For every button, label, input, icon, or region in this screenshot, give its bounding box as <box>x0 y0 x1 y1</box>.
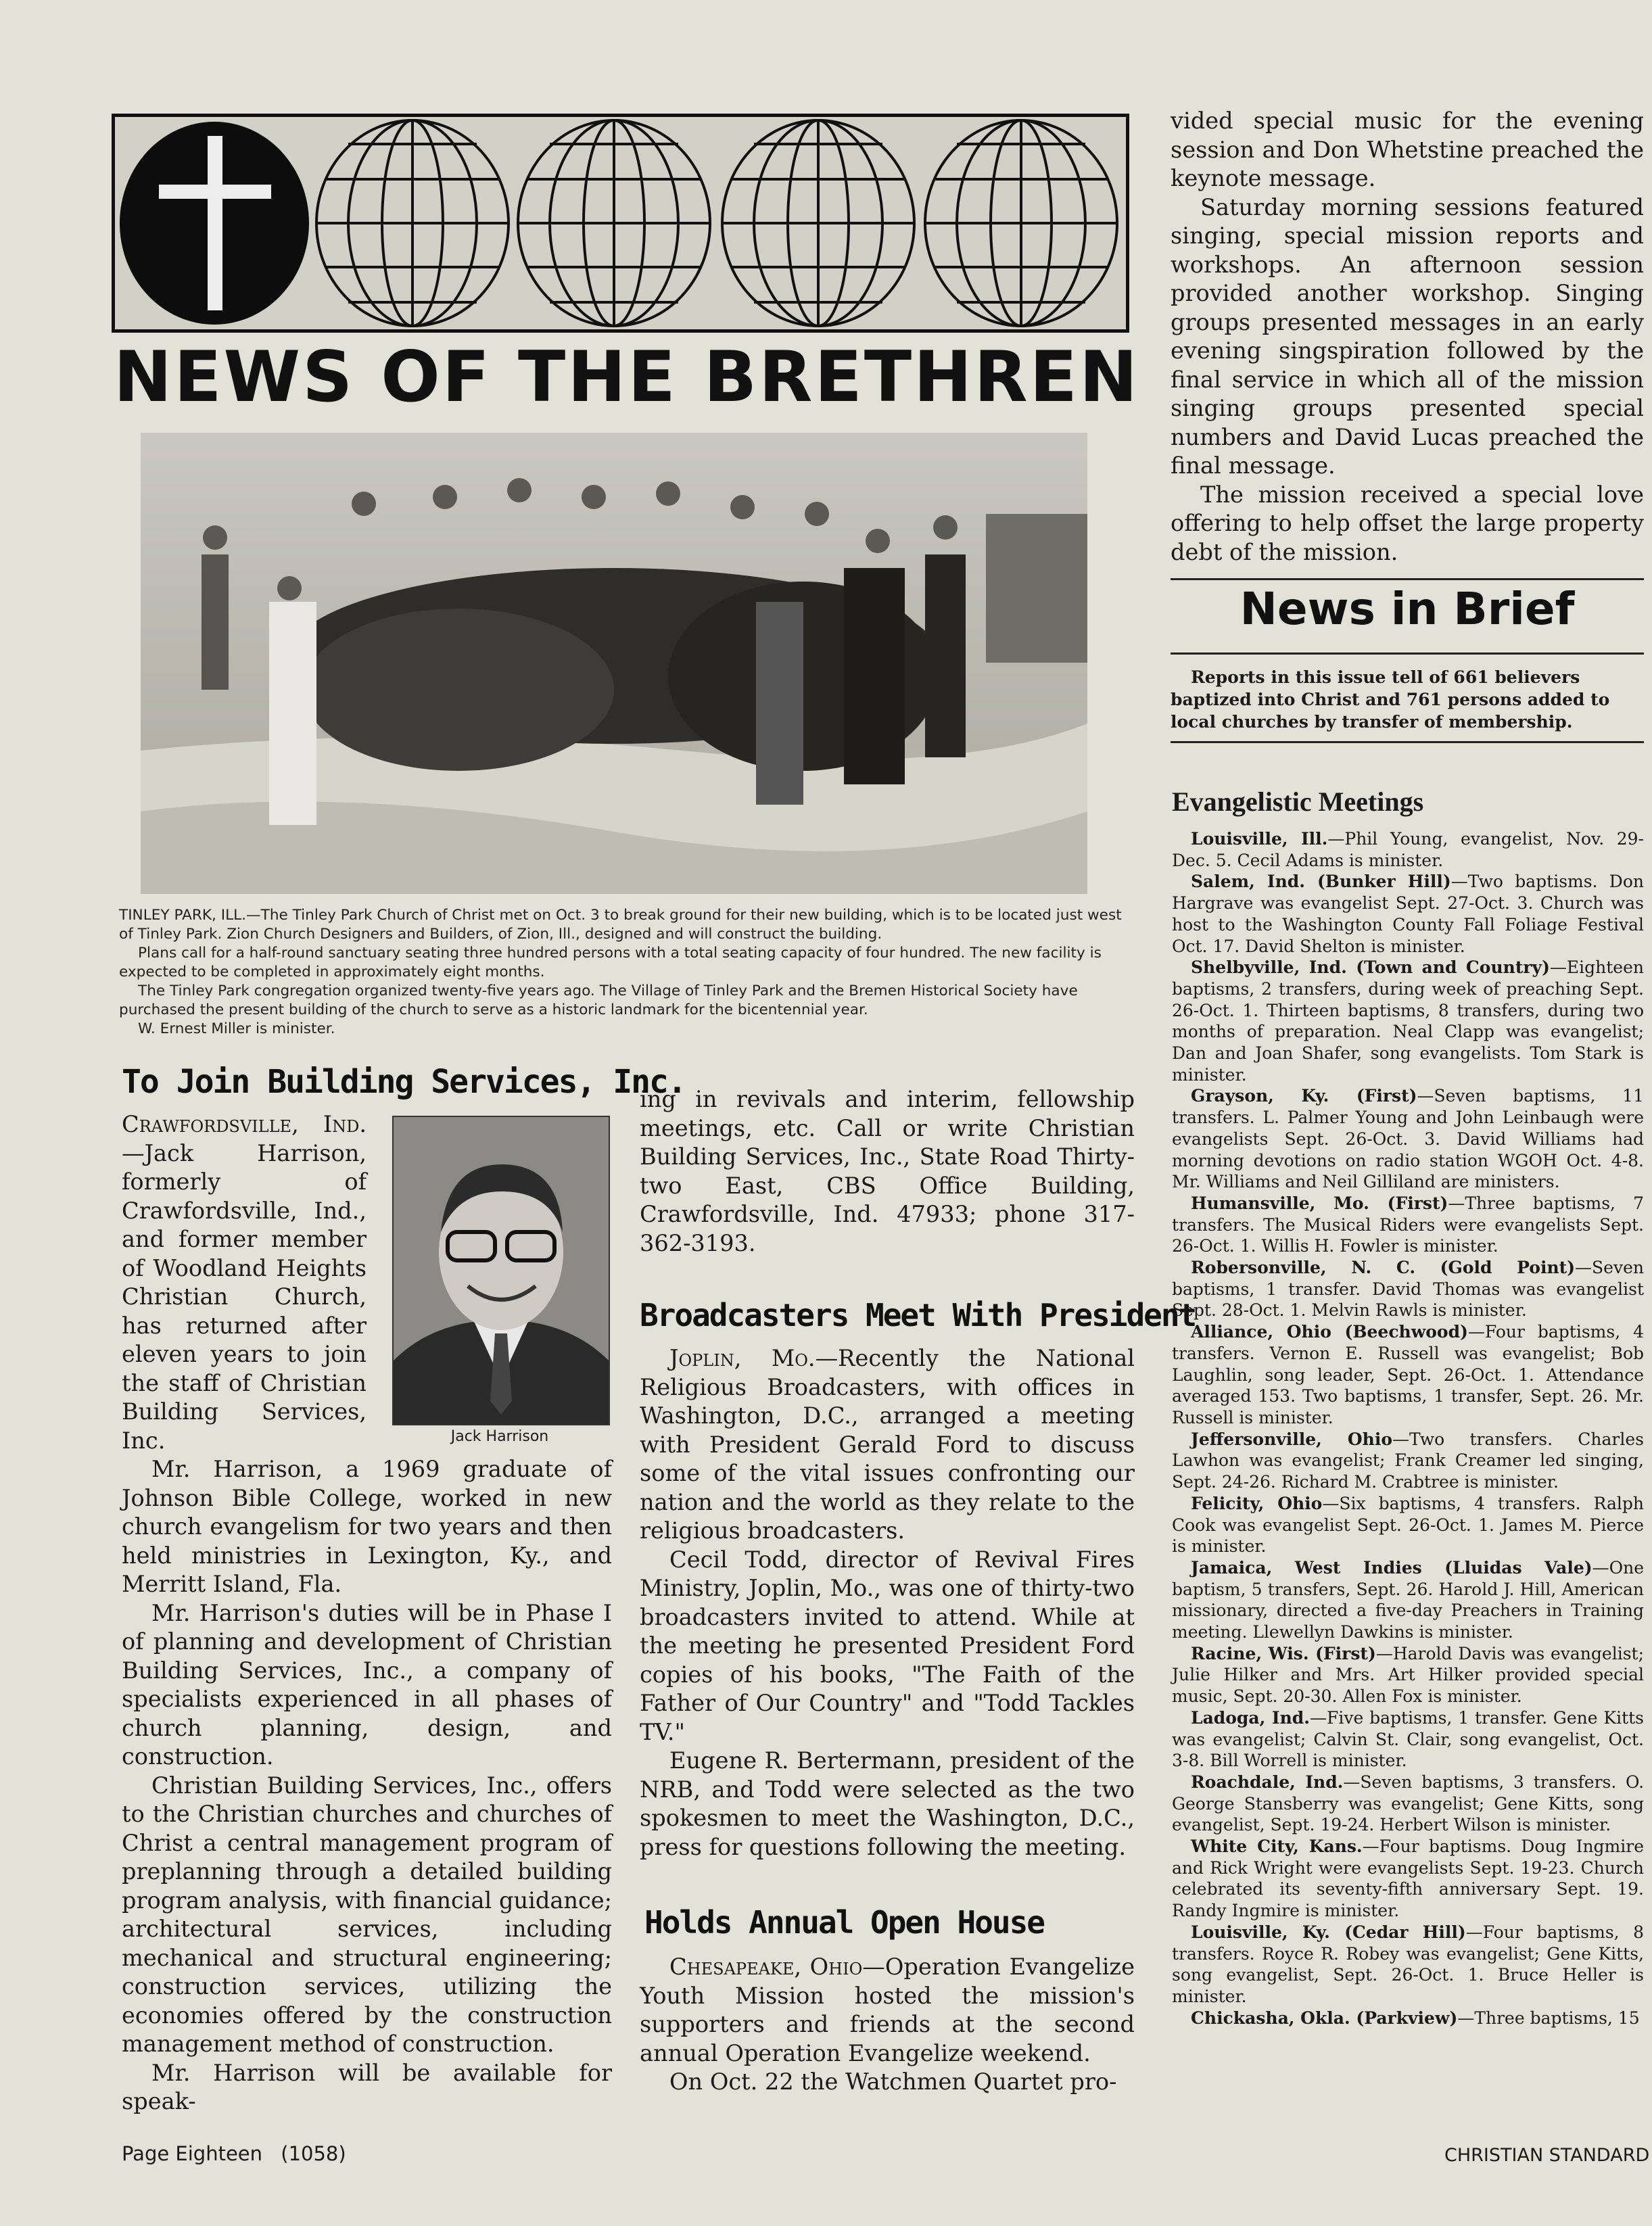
lead-text: —Recently the National Religious Broadcasters, with offices in Washington, D.C., arranged a meeting with President Gerald Ford to discuss some of the vital issues confronting our nation and the world as they relate to the religious broadcasters. <box>640 1345 1135 1544</box>
meeting-place: Salem, Ind. (Bunker Hill) <box>1191 872 1451 892</box>
meeting-place: Felicity, Ohio <box>1191 1493 1323 1513</box>
meeting-details: —Two baptisms. Don Hargrave was evangelist Sept. 27-Oct. 3. Church was host to the Washington County Fall Foliage Festival Oct. 17. David Shelton is minister. <box>1172 872 1644 956</box>
body-paragraph: Cecil Todd, director of Revival Fires Ministry, Joplin, Mo., was one of thirty-two broadcasters invited to attend. While at the meeting he presented President Ford copies of his books, "The Faith of the Father of Our Country" and "Todd Tackles TV." <box>640 1546 1135 1745</box>
lead-text: —Jack Harrison, formerly of Crawfordsville, Ind., and former member of Woodland Heights Christian Church, has returned after eleven years to join the staff of Christian Building Services, Inc. <box>122 1139 367 1454</box>
meeting-place: White City, Kans. <box>1191 1837 1363 1857</box>
body-paragraph: Mr. Harrison, a 1969 graduate of Johnson Bible College, worked in new church evangelism for two years and then held ministries in Lexington, Ky., and Merritt Island, Fla. <box>122 1456 612 1597</box>
divider <box>1171 653 1644 655</box>
body-paragraph: ing in revivals and interim, fellowship meetings, etc. Call or write Christian Building Services, Inc., State Road Thirty-two East, CBS Office Building, Crawfordsville, Ind. 47933; phone 317-362-3193. <box>640 1086 1135 1256</box>
meeting-entry <box>1172 1707 1644 1772</box>
meeting-entry <box>1172 1321 1644 1429</box>
caption-paragraph: TINLEY PARK, ILL.—The Tinley Park Church of Christ met on Oct. 3 to break ground for their new building, which is to be located just west of Tinley Park. Zion Church Designers and Builders, of Zion, Ill., designed and will construct the building. <box>119 907 1122 943</box>
meeting-place: Roachdale, Ind. <box>1191 1772 1344 1792</box>
dateline: Crawfordsville, Ind. <box>122 1111 367 1137</box>
article-headline-open-house: Holds Annual Open House <box>644 1904 1044 1941</box>
dateline: Joplin, Mo. <box>669 1345 816 1371</box>
body-paragraph: Mr. Harrison's duties will be in Phase I of planning and development of Christian Building Services, Inc., a company of specialists experienced in all phases of church planning, design, and construction. <box>122 1599 612 1770</box>
groundbreaking-photo <box>141 433 1087 894</box>
body-paragraph: Eugene R. Bertermann, president of the NRB, and Todd were selected as the two spokesmen to meet the Washington, D.C., press for questions following the meeting. <box>640 1747 1135 1860</box>
body-paragraph: The mission received a special love offering to help offset the large property debt of the mission. <box>1171 481 1644 565</box>
meeting-details: —Four baptisms, 4 transfers. Vernon E. Russell was evangelist; Bob Laughlin, song leader, Sept. 26-Oct. 1. Attendance averaged 153. Two baptisms, 1 transfer, Sept. 26. Mr. Russell is minister. <box>1172 1322 1644 1427</box>
caption-paragraph: Plans call for a half-round sanctuary seating three hundred persons with a total seating capacity of four hundred. The new facility is expected to be completed in approximately eight months. <box>119 945 1102 980</box>
article-lead <box>122 1110 367 1455</box>
meeting-details: —Five baptisms, 1 transfer. Gene Kitts was evangelist; Calvin St. Clair, song evangelist, Oct. 3-8. Bill Worrell is minister. <box>1172 1707 1645 1771</box>
body-paragraph: On Oct. 22 the Watchmen Quartet pro- <box>669 2068 1117 2095</box>
article-continuation <box>640 1085 1135 1258</box>
magazine-name: CHRISTIAN STANDARD <box>1444 2145 1650 2166</box>
meeting-details: —Three baptisms, 15 <box>1457 2008 1640 2028</box>
meeting-entry <box>1172 1643 1644 1707</box>
page-folio: (1058) <box>281 2142 346 2165</box>
masthead-title: NEWS OF THE BRETHREN <box>114 337 1140 418</box>
globe-icon <box>925 120 1117 326</box>
meeting-details: —Two transfers. Charles Lawhon was evangelist; Frank Creamer led singing, Sept. 24-26. Richard M. Crabtree is minister. <box>1172 1429 1644 1492</box>
article-headline-building-services: To Join Building Services, Inc. <box>122 1063 686 1101</box>
meeting-entry <box>1172 871 1644 957</box>
meeting-entry <box>1172 828 1644 871</box>
globe-icon <box>316 120 509 326</box>
meeting-place: Louisville, Ill. <box>1191 829 1328 849</box>
meeting-entry <box>1172 2008 1644 2029</box>
meeting-details: —Seven baptisms, 3 transfers. O. George Stansberry was evangelist; Gene Kitts, song evangelist, Sept. 19-24. Herbert Wilson is minister. <box>1172 1772 1645 1835</box>
meeting-entry <box>1172 1836 1644 1922</box>
meeting-details: —Phil Young, evangelist, Nov. 29-Dec. 5. Cecil Adams is minister. <box>1172 829 1644 870</box>
meeting-entry <box>1172 957 1644 1085</box>
caption-paragraph: The Tinley Park congregation organized twenty-five years ago. The Village of Tinley Park and the Bremen Historical Society have purchased the present building of the church to serve as a historic landmark for the bicentennial year. <box>119 982 1078 1018</box>
page-number <box>122 2142 346 2165</box>
article-body <box>640 1344 1135 1862</box>
meeting-details: —Four baptisms, 8 transfers. Royce R. Robey was evangelist; Gene Kitts, song evangelist, Sept. 26-Oct. 1. Bruce Heller is minister. <box>1172 1922 1644 2006</box>
meeting-place: Louisville, Ky. (Cedar Hill) <box>1191 1922 1466 1942</box>
meeting-details: —Harold Davis was evangelist; Julie Hilker and Mrs. Art Hilker provided special music, Sept. 20-30. Allen Fox is minister. <box>1172 1643 1645 1707</box>
cross-icon <box>208 136 222 310</box>
meeting-place: Shelbyville, Ind. (Town and Country) <box>1191 957 1550 978</box>
photo-caption <box>119 906 1133 1039</box>
meeting-place: Jeffersonville, Ohio <box>1191 1429 1392 1449</box>
evangelistic-meetings-list <box>1172 828 1644 2029</box>
meeting-details: —Seven baptisms, 11 transfers. L. Palmer Young and John Leinbaugh were evangelists Sept. 26-Oct. 3. David Williams had morning devotions on radio station WGOH Oct. 4-8. Mr. Williams and Neil Gilliland are ministers. <box>1172 1086 1644 1192</box>
dateline: Chesapeake, Ohio <box>669 1953 863 1980</box>
divider <box>1171 578 1644 580</box>
meeting-place: Humansville, Mo. (First) <box>1191 1193 1448 1213</box>
meeting-place: Jamaica, West Indies (Lluidas Vale) <box>1191 1557 1592 1578</box>
caption-paragraph: W. Ernest Miller is minister. <box>138 1020 335 1037</box>
meeting-entry <box>1172 1193 1644 1257</box>
body-paragraph: Mr. Harrison will be available for speak- <box>122 2059 612 2114</box>
evangelistic-meetings-title: Evangelistic Meetings <box>1172 786 1424 817</box>
body-paragraph: Christian Building Services, Inc., offers to the Christian churches and churches of Christ a central management program of preplanning through a detailed building program analysis, with financial guidance; architectural services, including mechanical and structural engineering; construction services, utilizing the economies offered by the construction management method of construction. <box>122 1772 612 2057</box>
meeting-place: Racine, Wis. (First) <box>1191 1643 1376 1663</box>
meeting-entry <box>1172 1493 1644 1557</box>
globe-icon <box>518 120 710 326</box>
meeting-entry <box>1172 1257 1644 1321</box>
news-in-brief-title: News in Brief <box>1240 583 1575 635</box>
body-paragraph: Saturday morning sessions featured singing, special mission reports and workshops. An afternoon session provided another workshop. Singing groups presented messages in an early evening singspiration followed by the final service in which all of the mission singing groups presented special numbers and David Lucas preached the final message. <box>1171 193 1644 479</box>
divider <box>1171 741 1644 743</box>
meeting-place: Grayson, Ky. (First) <box>1191 1086 1417 1106</box>
header-banner <box>112 114 1129 333</box>
meeting-entry <box>1172 1922 1644 2008</box>
meeting-place: Alliance, Ohio (Beechwood) <box>1191 1322 1468 1342</box>
portrait-photo <box>392 1116 610 1425</box>
meeting-place: Ladoga, Ind. <box>1191 1707 1310 1728</box>
portrait-caption: Jack Harrison <box>450 1428 549 1445</box>
globe-icon <box>722 120 914 326</box>
meeting-entry <box>1172 1085 1644 1193</box>
meeting-place: Robersonville, N. C. (Gold Point) <box>1191 1258 1576 1278</box>
meeting-entry <box>1172 1772 1644 1836</box>
lead-text: —Operation Evangelize Youth Mission hosted the mission's supporters and friends at the second annual Operation Evangelize weekend. <box>640 1953 1135 2066</box>
article-body <box>122 1455 612 2116</box>
meeting-details: —Seven baptisms, 1 transfer. David Thomas was evangelist Sept. 28-Oct. 1. Melvin Rawls is minister. <box>1172 1258 1644 1321</box>
meeting-entry <box>1172 1557 1644 1643</box>
meeting-details: —One baptism, 5 transfers, Sept. 26. Harold J. Hill, American missionary, directed a five-day Preachers in Training meeting. Llewellyn Dawkins is minister. <box>1172 1557 1644 1642</box>
article-body <box>640 1953 1135 2097</box>
page-label: Page Eighteen <box>122 2142 263 2165</box>
meeting-details: —Four baptisms. Doug Ingmire and Rick Wright were evangelists Sept. 19-23. Church celebrated its seventy-fifth anniversary Sept. 19. Randy Ingmire is minister. <box>1172 1837 1644 1921</box>
body-paragraph: vided special music for the evening session and Don Whetstine preached the keynote message. <box>1171 108 1644 191</box>
cross-and-globes-illustration <box>115 117 1126 329</box>
meeting-place: Chickasha, Okla. (Parkview) <box>1191 2008 1458 2028</box>
news-in-brief-intro: Reports in this issue tell of 661 believers baptized into Christ and 761 persons added to local churches by transfer of membership. <box>1171 667 1610 732</box>
meeting-details: —Eighteen baptisms, 2 transfers, during week of preaching Sept. 26-Oct. 1. Thirteen baptisms, 8 transfers, during two months of preparation. Neal Clapp was evangelist; Dan and Joan Shafer, song evangelists. Tom Stark is minister. <box>1172 957 1644 1085</box>
meeting-entry <box>1172 1429 1644 1493</box>
meeting-details: —Six baptisms, 4 transfers. Ralph Cook was evangelist Sept. 26-Oct. 1. James M. Pierce is minister. <box>1172 1493 1644 1557</box>
article-continuation <box>1171 107 1644 567</box>
meeting-details: —Three baptisms, 7 transfers. The Musical Riders were evangelists Sept. 26-Oct. 1. Willis H. Fowler is minister. <box>1172 1193 1644 1256</box>
article-headline-broadcasters: Broadcasters Meet With President <box>640 1297 1196 1333</box>
